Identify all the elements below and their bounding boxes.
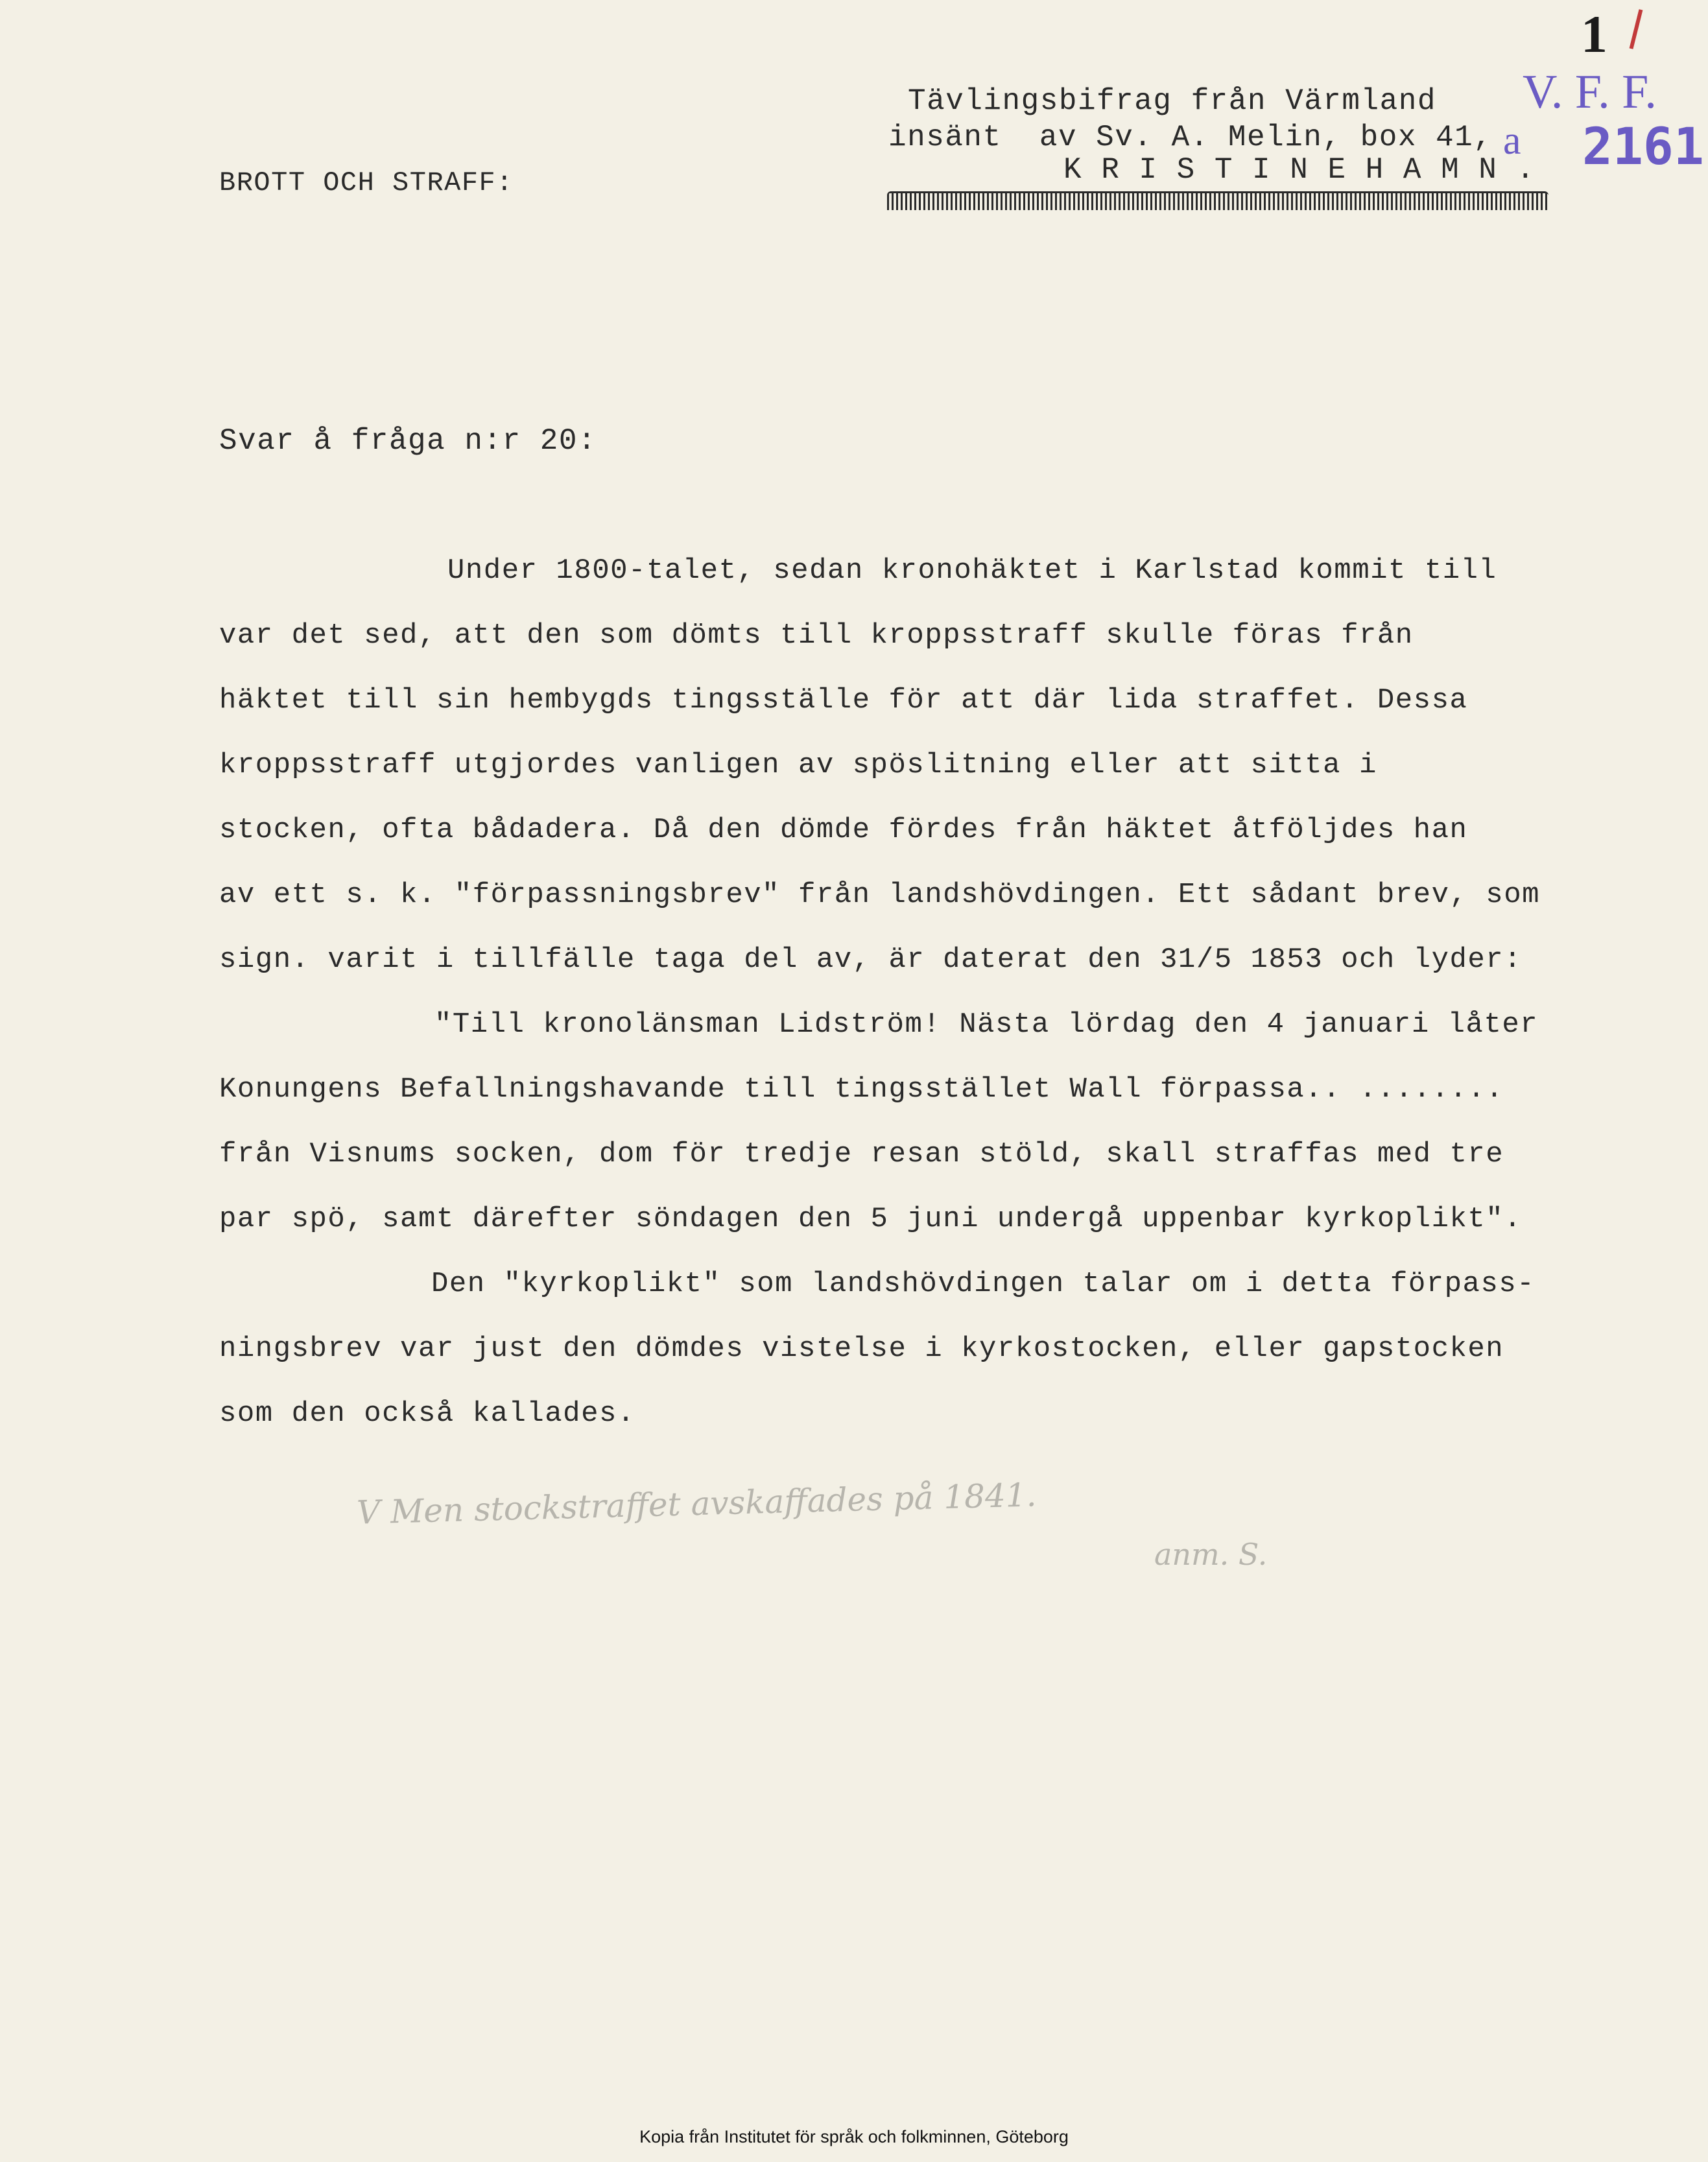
archive-stamp-prefix: a	[1503, 119, 1521, 163]
contest-line: Tävlingsbifrag från Värmland	[908, 84, 1436, 118]
typed-underline-rule	[887, 191, 1548, 210]
body-line: kroppsstraff utgjordes vanligen av spöslitning eller att sitta i	[219, 749, 1377, 781]
body-line: av ett s. k. "förpassningsbrev" från landshövdingen. Ett sådant brev, som	[219, 879, 1541, 911]
quote-line: från Visnums socken, dom för tredje resan stöld, skall straffas med tre	[219, 1138, 1504, 1170]
body-line: stocken, ofta bådadera. Då den dömde fördes från häktet åtföljdes han	[219, 814, 1468, 846]
body-line: som den också kallades.	[219, 1397, 635, 1430]
body-line: var det sed, att den som dömts till kroppsstraff skulle föras från	[219, 619, 1414, 652]
town-line: K R I S T I N E H A M N .	[1063, 153, 1536, 187]
quote-line: "Till kronolänsman Lidström! Nästa lördag den 4 januari låter	[434, 1008, 1539, 1041]
body-line: sign. varit i tillfälle taga del av, är daterat den 31/5 1853 och lyder:	[219, 944, 1523, 976]
sender-line: insänt av Sv. A. Melin, box 41,	[888, 121, 1493, 154]
document-heading: BROTT OCH STRAFF:	[219, 167, 514, 198]
archive-stamp-letters: V. F. F.	[1523, 65, 1657, 119]
handwritten-note-line: V Men stockstraffet avskaffades på 1841.	[356, 1476, 1038, 1532]
question-line: Svar å fråga n:r 20:	[219, 424, 597, 458]
folio-number: 1	[1581, 5, 1607, 64]
body-line: häktet till sin hembygds tingsställe för att där lida straffet. Dessa	[219, 684, 1468, 717]
archive-stamp-number: 2161	[1582, 118, 1704, 176]
body-line: Under 1800-talet, sedan kronohäktet i Karlstad kommit till	[447, 554, 1497, 587]
archive-footer: Kopia från Institutet för språk och folkminnen, Göteborg	[639, 2127, 1069, 2146]
body-line: ningsbrev var just den dömdes vistelse i kyrkostocken, eller gapstocken	[219, 1333, 1504, 1365]
red-check-mark	[1630, 9, 1643, 49]
quote-line: Konungens Befallningshavande till tingsstället Wall förpassa.. ........	[219, 1073, 1504, 1106]
quote-line: par spö, samt därefter söndagen den 5 juni undergå uppenbar kyrkoplikt".	[219, 1203, 1523, 1235]
body-line: Den "kyrkoplikt" som landshövdingen talar om i detta förpass-	[431, 1268, 1536, 1300]
handwritten-signature: anm. S.	[1154, 1537, 1268, 1572]
